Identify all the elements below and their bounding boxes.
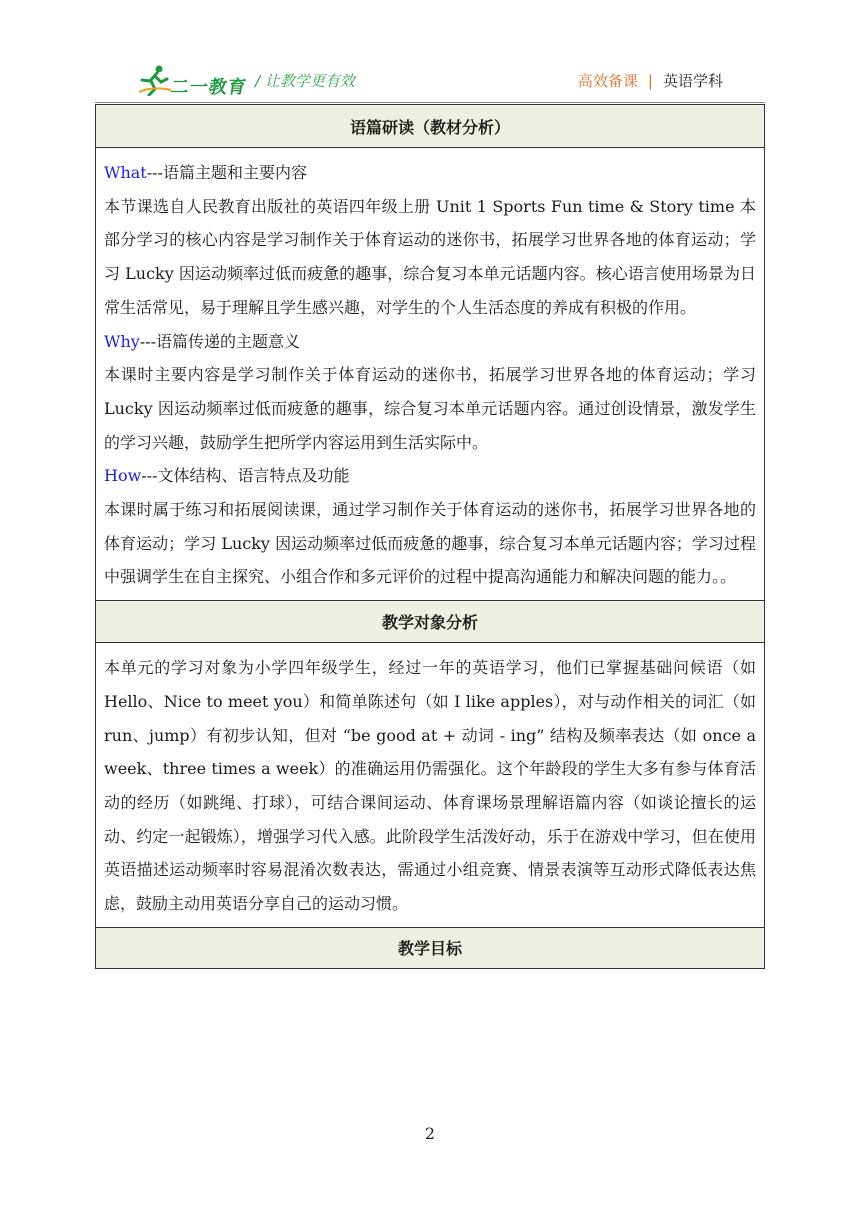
header-subject: 英语学科 [662,72,723,90]
how-heading [104,459,756,493]
students-paragraph: 本单元的学习对象为小学四年级学生，经过一年的英语学习，他们已掌握基础问候语（如 Hello、Nice to meet you）和简单陈述句（如 I like apples），对与动作相关的词汇（如 run、jump）有初步认知，但对 “be good at + 动词 - ing” 结构及频率表达（如 once a week、three times a week）的准确运用仍需强化。这个年龄段的学生大多有参与体育活动的经历（如跳绳、打球），可结合课间运动、体育课场景理解语篇内容（如谈论擅长的运动、约定一起锻炼），增强学习代入感。此阶段学生活泼好动，乐于在游戏中学习，但在使用英语描述运动频率时容易混淆次数表达，需通过小组竞赛、情景表演等互动形式降低表达焦虑，鼓励主动用英语分享自己的运动习惯。 [104,658,756,914]
how-keyword: How [104,466,142,486]
why-heading [104,325,756,359]
header-divider [95,102,765,103]
runner-logo-icon [137,64,173,96]
what-heading [104,156,756,190]
slogan: / 让教学更有效 [255,72,355,90]
header-accent: 高效备课 [577,72,638,90]
header-separator: | [647,71,653,90]
how-paragraph: 本课时属于练习和拓展阅读课，通过学习制作关于体育运动的迷你书，拓展学习世界各地的体育运动；学习 Lucky 因运动频率过低而疲惫的趣事，综合复习本单元话题内容；学习过程中强调学生在自主探究、小组合作和多元评价的过程中提高沟通能力和解决问题的能力。。 [104,500,756,587]
what-keyword: What [104,163,147,182]
what-heading-text: ---语篇主题和主要内容 [146,163,307,182]
page-header [95,62,765,96]
content-table [95,104,765,969]
logo-text: 二一教育 [169,77,249,98]
why-keyword: Why [104,331,140,351]
logo [137,64,249,98]
how-heading-text: ---文体结构、语言特点及功能 [141,466,350,486]
page-number: 2 [424,1124,436,1143]
header-tags [578,70,723,91]
why-paragraph: 本课时主要内容是学习制作关于体育运动的迷你书，拓展学习世界各地的体育运动；学习 Lucky 因运动频率过低而疲惫的趣事，综合复习本单元话题内容。通过创设情景，激发学生的学习兴趣，鼓励学生把所学内容运用到生活实际中。 [104,365,756,452]
section-title-students: 教学对象分析 [96,601,764,643]
section-body-students [96,643,764,928]
why-heading-text: ---语篇传递的主题意义 [139,331,301,351]
section-title-goals: 教学目标 [96,928,764,968]
section-title-analysis: 语篇研读（教材分析） [96,105,764,148]
section-body-analysis [96,148,764,601]
what-paragraph: 本节课选自人民教育出版社的英语四年级上册 Unit 1 Sports Fun time & Story time 本部分学习的核心内容是学习制作关于体育运动的迷你书，拓展学习世界各地的体育运动；学习 Lucky 因运动频率过低而疲惫的趣事，综合复习本单元话题内容。核心语言使用场景为日常生活常见，易于理解且学生感兴趣，对学生的个人生活态度的养成有积极的作用。 [104,196,756,317]
